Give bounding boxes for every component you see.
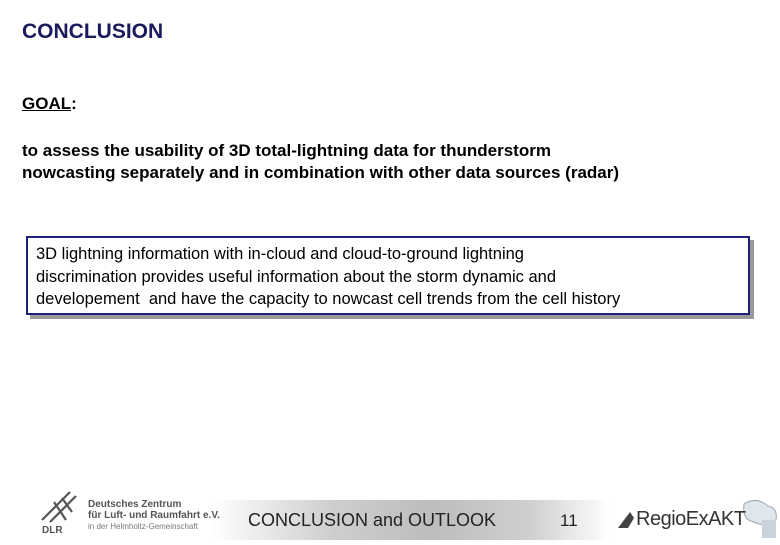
page-number: 11 (560, 511, 578, 530)
dlr-logo-icon (36, 486, 86, 536)
conclusion-line: discrimination provides useful information about the storm dynamic and (36, 267, 557, 286)
goal-text-line: to assess the usability of 3D total-lightning data for thunderstorm (22, 141, 551, 160)
goal-label-text: GOAL (22, 94, 72, 113)
conclusion-line: developement and have the capacity to nowcast cell trends from the cell history (36, 290, 621, 308)
footer-title: CONCLUSION and OUTLOOK (248, 510, 497, 530)
goal-text-line: nowcasting separately and in combination with other data sources (radar) (22, 163, 620, 182)
dlr-name-line: Deutsches Zentrum (88, 499, 182, 510)
dlr-name-line: in der Helmholtz-Gemeinschaft (88, 522, 198, 531)
goal-label (22, 94, 77, 114)
dlr-abbrev: DLR (42, 525, 63, 536)
regioexakt-logo (616, 498, 780, 540)
goal-label-colon: : (71, 94, 77, 113)
goal-text (22, 140, 762, 184)
conclusion-line: 3D lightning information with in-cloud and cloud-to-ground lightning (36, 245, 524, 263)
dlr-name-line: für Luft- und Raumfahrt e.V. (88, 510, 220, 521)
conclusion-box (26, 236, 750, 315)
dlr-name (88, 499, 220, 532)
footer (0, 486, 780, 540)
regioexakt-logo-text: RegioExAKT (636, 508, 746, 530)
slide-title: CONCLUSION (22, 20, 164, 43)
